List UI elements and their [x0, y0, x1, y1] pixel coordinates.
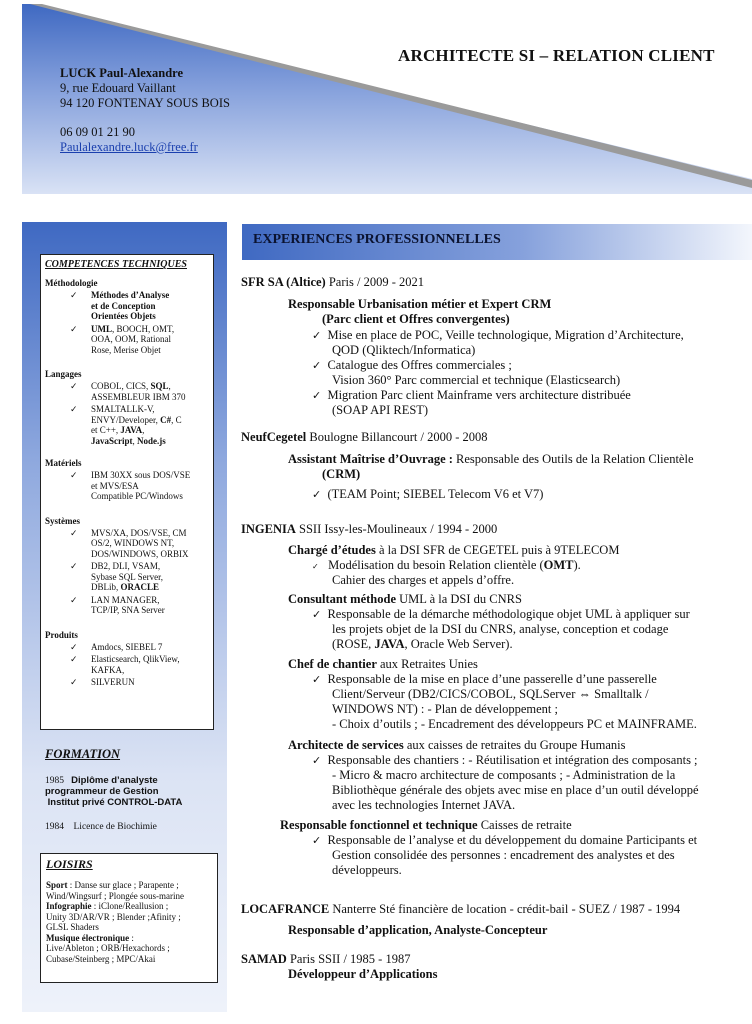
check-icon: ✓	[70, 561, 78, 571]
skill-item: ✓ Amdocs, SIEBEL 7	[70, 641, 163, 652]
bullet-cont: WINDOWS NT) : - Plan de développement ;	[332, 702, 558, 716]
skill-item: ✓ MVS/XA, DOS/VSE, CM OS/2, WINDOWS NT, DOS/WINDOWS, ORBIX	[70, 527, 189, 559]
candidate-name: LUCK Paul-Alexandre	[60, 66, 184, 80]
address-line-1: 9, rue Edouard Vaillant	[60, 81, 176, 95]
check-icon: ✓	[70, 323, 78, 334]
loisirs-text: Sport : Danse sur glace ; Parapente ; Wind/Wingsurf ; Plongée sous-marine Infographie : iClone/Reallusion ; Unity 3D/AR/VR ; Blender ;Afinity ; GLSL Shaders Musique électronique : Live/Ableton ; ORB/Hexachords ; Cubase/Steinberg ; MPC/Akai	[46, 880, 185, 964]
formation-title: FORMATION	[45, 747, 121, 761]
bullet: ✓ Migration Parc client Mainframe vers architecture distribuée	[312, 388, 631, 402]
check-icon: ✓	[70, 404, 78, 414]
exp-ingenia: INGENIA SSII Issy-les-Moulineaux / 1994 - 2000	[241, 522, 498, 536]
contact-block	[60, 66, 230, 155]
role-locafrance: Responsable d’application, Analyste-Concepteur	[288, 923, 548, 937]
loisirs-title: LOISIRS	[46, 857, 93, 871]
bullet: ✓ Catalogue des Offres commerciales ;	[312, 358, 512, 372]
role-ingenia-4: Architecte de services aux caisses de retraites du Groupe Humanis	[288, 738, 626, 752]
bullet: ✓ Modélisation du besoin Relation clientèle (OMT).	[312, 558, 581, 572]
bullet-cont: Cahier des charges et appels d’offre.	[332, 573, 515, 587]
formation-entry-2: 1984 Licence de Biochimie	[45, 822, 157, 832]
role-samad: Développeur d’Applications	[288, 967, 438, 981]
cat-materiels: Matériels	[45, 458, 82, 468]
address-line-2: 94 120 FONTENAY SOUS BOIS	[60, 96, 230, 110]
role-sfr-sub: (Parc client et Offres convergentes)	[322, 312, 510, 326]
bullet-cont: QOD (Qliktech/Informatica)	[332, 343, 476, 357]
section-title: EXPERIENCES PROFESSIONNELLES	[253, 232, 501, 247]
check-icon: ✓	[70, 381, 78, 391]
skill-item: ✓ Méthodes d’Analyse et de Conception Orientées Objets	[70, 290, 170, 321]
bullet: ✓ Responsable de l’analyse et du développement du domaine Participants et	[312, 833, 698, 847]
skill-item: ✓ DB2, DLI, VSAM, Sybase SQL Server, DBLib, ORACLE	[70, 561, 164, 592]
loisirs-box	[40, 853, 218, 983]
skills-box	[40, 254, 214, 730]
check-icon: ✓	[70, 654, 78, 664]
bullet-cont: Vision 360° Parc commercial et technique (Elasticsearch)	[332, 373, 621, 387]
bullet: ✓ Responsable des chantiers : - Réutilisation et intégration des composants ;	[312, 753, 698, 767]
exp-samad: SAMAD Paris SSII / 1985 - 1987	[241, 952, 411, 966]
check-icon: ✓	[70, 641, 78, 652]
bullet: ✓ (TEAM Point; SIEBEL Telecom V6 et V7)	[312, 487, 544, 501]
bullet-cont: (ROSE, JAVA, Oracle Web Server).	[332, 637, 513, 651]
bullet-cont: avec les technologies Internet JAVA.	[332, 798, 516, 812]
cat-systemes: Systèmes	[45, 515, 80, 526]
bullet-cont: - Choix d’outils ; - Encadrement des développeurs PC et MAINFRAME.	[332, 717, 697, 731]
cat-langages: Langages	[45, 369, 82, 379]
exp-neufcegetel: NeufCegetel Boulogne Billancourt / 2000 - 2008	[241, 430, 488, 444]
bullet-cont: Gestion consolidée des personnes : encadrement des analystes et des	[332, 848, 675, 862]
role-ingenia-5: Responsable fonctionnel et technique Caisses de retraite	[280, 818, 572, 832]
email-link[interactable]: Paulalexandre.luck@free.fr	[60, 140, 198, 154]
phone: 06 09 01 21 90	[60, 125, 135, 139]
skill-item: ✓ LAN MANAGER, TCP/IP, SNA Server	[70, 594, 165, 615]
cat-methodologie: Méthodologie	[45, 278, 98, 288]
bullet-cont: développeurs.	[332, 863, 402, 877]
role-neuf: Assistant Maîtrise d’Ouvrage : Responsable des Outils de la Relation Clientèle	[288, 452, 694, 466]
check-icon: ✓	[70, 470, 78, 480]
skill-item: ✓ UML, BOOCH, OMT, OOA, OOM, Rational Rose, Merise Objet	[70, 323, 175, 355]
bullet-cont: Bibliothèque générale des objets avec mise en place d’un outil développé	[332, 783, 699, 797]
check-icon: ✓	[70, 594, 78, 605]
skill-item: ✓ IBM 30XX sous DOS/VSE et MVS/ESA Compatible PC/Windows	[70, 470, 191, 501]
cat-produits: Produits	[45, 629, 78, 640]
bullet: ✓ Responsable de la mise en place d’une passerelle d’une passerelle	[312, 672, 657, 686]
check-icon: ✓	[70, 527, 78, 538]
section-header	[242, 224, 752, 260]
skill-item: ✓ SMALTALLK-V, ENVY/Developer, C#, C et C++, JAVA, JavaScript, Node.js	[70, 404, 182, 446]
bullet-cont: les projets objet de la DSI du CNRS, analyse, conception et codage	[332, 622, 669, 636]
bullet-cont: - Micro & macro architecture de composants ; - Administration de la	[332, 768, 676, 782]
exp-sfr: SFR SA (Altice) Paris / 2009 - 2021	[241, 275, 424, 289]
bullet-cont: Client/Serveur (DB2/CICS/COBOL, SQLServer ⇔ Smalltalk /	[332, 687, 649, 701]
skill-item: ✓ SILVERUN	[70, 677, 135, 687]
bullet: ✓ Mise en place de POC, Veille technologique, Migration d’Architecture,	[312, 328, 684, 342]
check-icon: ✓	[70, 290, 78, 300]
skill-item: ✓ COBOL, CICS, SQL, ASSEMBLEUR IBM 370	[70, 381, 186, 402]
bullet-cont: (SOAP API REST)	[332, 403, 429, 417]
check-icon: ✓	[70, 677, 78, 687]
bullet: ✓ Responsable de la démarche méthodologique objet UML à appliquer sur	[312, 607, 690, 621]
role-ingenia-1: Chargé d’études à la DSI SFR de CEGETEL puis à 9TELECOM	[288, 543, 620, 557]
formation-entry-1: 1985 Diplôme d’analyste programmeur de Gestion Institut privé CONTROL-DATA	[45, 775, 183, 808]
role-ingenia-2: Consultant méthode UML à la DSI du CNRS	[288, 592, 522, 606]
job-title: ARCHITECTE SI – RELATION CLIENT	[398, 46, 715, 65]
exp-locafrance: LOCAFRANCE Nanterre Sté financière de location - crédit-bail - SUEZ / 1987 - 1994	[241, 902, 681, 916]
role-ingenia-3: Chef de chantier aux Retraites Unies	[288, 657, 478, 671]
skills-title: COMPETENCES TECHNIQUES	[45, 259, 187, 270]
role-neuf-sub: (CRM)	[322, 467, 361, 481]
skill-item: ✓ Elasticsearch, QlikView, KAFKA,	[70, 654, 180, 675]
role-sfr: Responsable Urbanisation métier et Expert CRM	[288, 297, 552, 311]
